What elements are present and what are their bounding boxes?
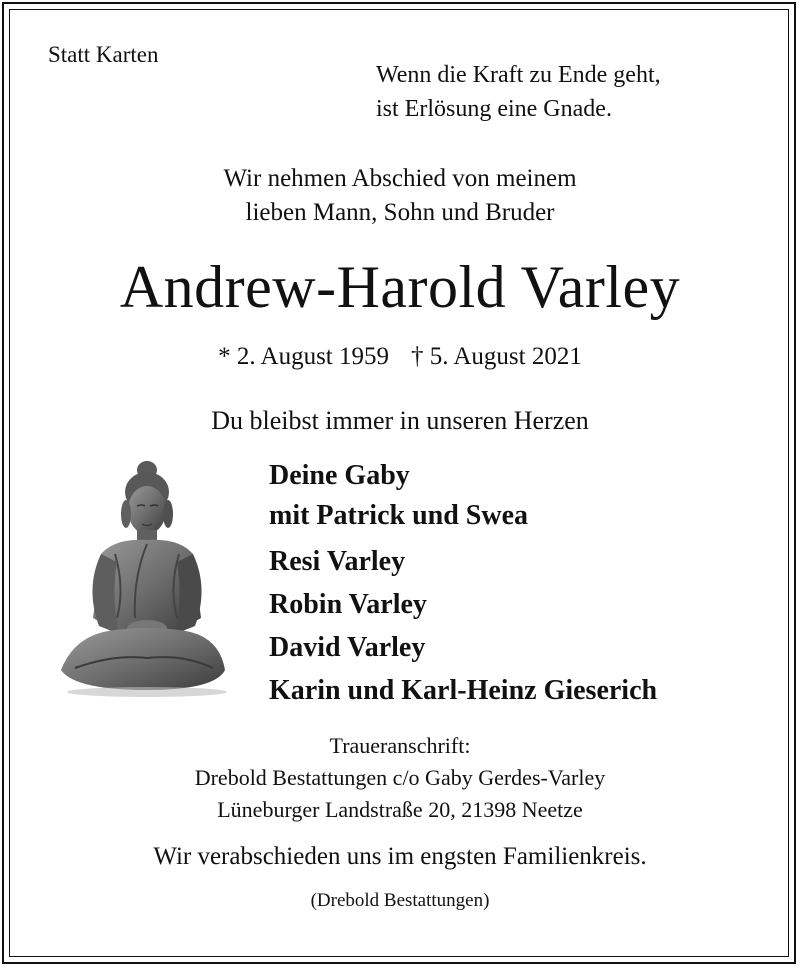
mourner-name: David Varley (269, 632, 426, 663)
quote (376, 58, 661, 126)
intro-text (0, 162, 800, 230)
death-date: † 5. August 2021 (411, 343, 582, 370)
mourner-name: mit Patrick und Swea (269, 500, 528, 531)
buddha-statue-icon (55, 458, 230, 698)
header-statt-karten: Statt Karten (48, 42, 159, 67)
mourner-name: Robin Varley (269, 589, 427, 620)
quote-line-1: Wenn die Kraft zu Ende geht, (376, 62, 661, 88)
deceased-name: Andrew-Harold Varley (119, 254, 681, 320)
mourners-list (269, 456, 657, 712)
address-line-2: Lüneburger Landstraße 20, 21398 Neetze (217, 797, 583, 822)
closing-text: Wir verabschieden uns im engsten Familienkreis. (153, 843, 647, 870)
mourner-name: Karin und Karl-Heinz Gieserich (269, 675, 658, 706)
mourning-address (0, 730, 800, 826)
intro-line-1: Wir nehmen Abschied von meinem (223, 165, 577, 192)
address-label: Traueranschrift: (329, 733, 471, 758)
life-dates (0, 343, 800, 371)
birth-date: * 2. August 1959 (218, 343, 389, 370)
mourner-name: Resi Varley (269, 546, 406, 577)
quote-line-2: ist Erlösung eine Gnade. (376, 96, 612, 122)
mourner-name: Deine Gaby (269, 460, 410, 491)
address-line-1: Drebold Bestattungen c/o Gaby Gerdes-Varley (194, 765, 606, 790)
undertaker-credit: (Drebold Bestattungen) (310, 890, 490, 911)
intro-line-2: lieben Mann, Sohn und Bruder (245, 199, 555, 226)
motto: Du bleibst immer in unseren Herzen (211, 406, 589, 435)
